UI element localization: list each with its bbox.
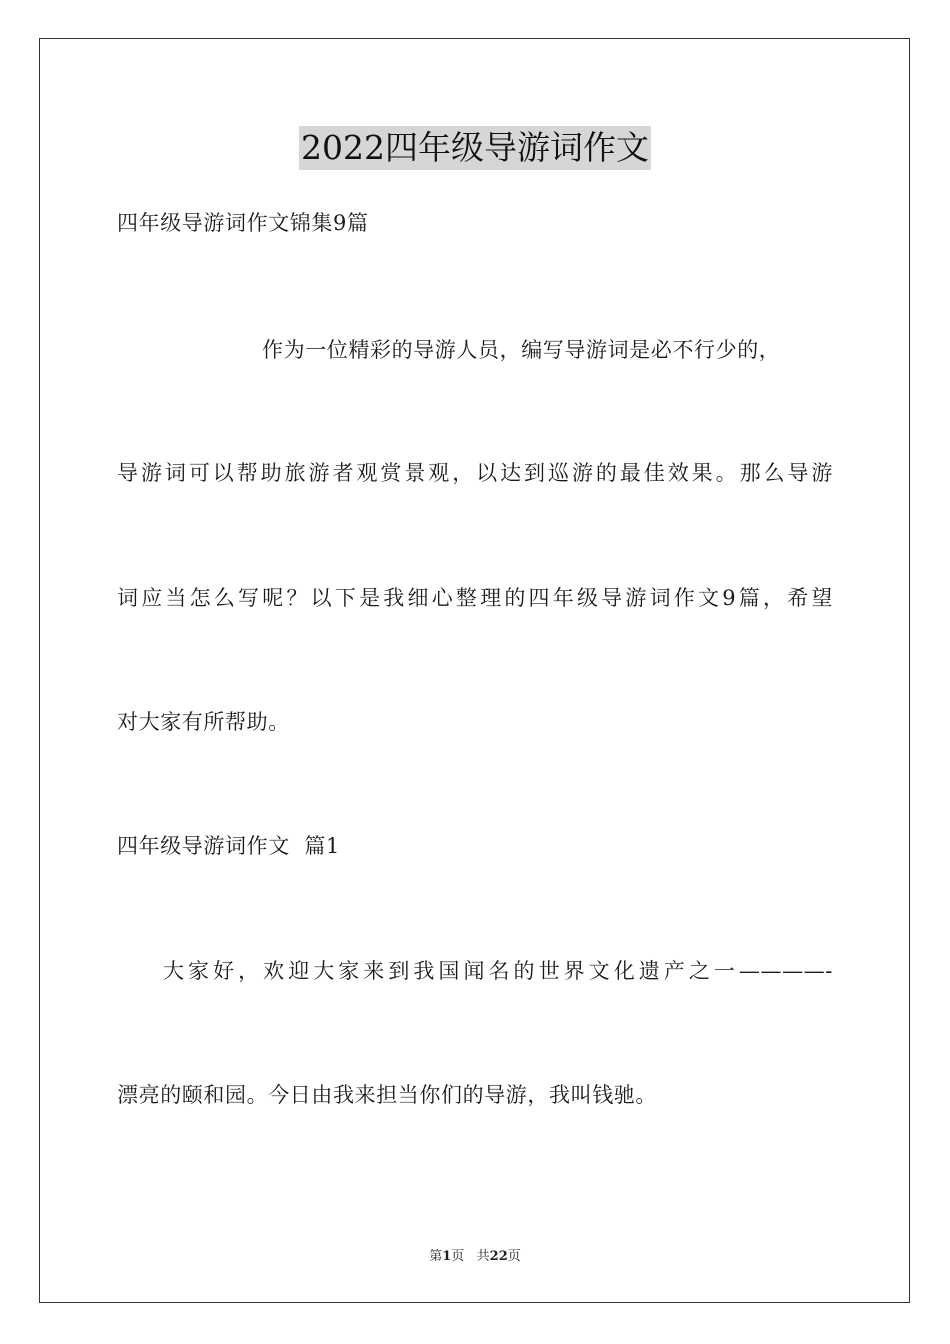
document-subtitle: 四年级导游词作文锦集9篇: [117, 211, 369, 235]
section-heading: 四年级导游词作文 篇1: [117, 834, 340, 858]
document-title: 2022四年级导游词作文: [299, 126, 651, 170]
footer-prefix: 第: [429, 1249, 443, 1264]
intro-line-4: 对大家有所帮助。: [117, 710, 290, 734]
footer-page-total: 22: [489, 1249, 508, 1264]
intro-line-2: 导游词可以帮助旅游者观赏景观，以达到巡游的最佳效果。那么导游: [117, 461, 833, 485]
title-container: [0, 126, 950, 170]
body-line-2: 漂亮的颐和园。今日由我来担当你们的导游，我叫钱驰。: [117, 1083, 657, 1107]
footer-page-number: 1: [442, 1249, 452, 1264]
page-footer: [0, 1248, 950, 1266]
footer-mid: 页 共: [451, 1249, 490, 1264]
intro-line-1: 作为一位精彩的导游人员，编写导游词是必不行少的，: [262, 338, 781, 362]
footer-suffix: 页: [507, 1249, 521, 1264]
intro-line-3: 词应当怎么写呢？以下是我细心整理的四年级导游词作文9篇，希望: [117, 586, 833, 610]
body-line-1: 大家好，欢迎大家来到我国闻名的世界文化遗产之一————-: [163, 959, 833, 983]
